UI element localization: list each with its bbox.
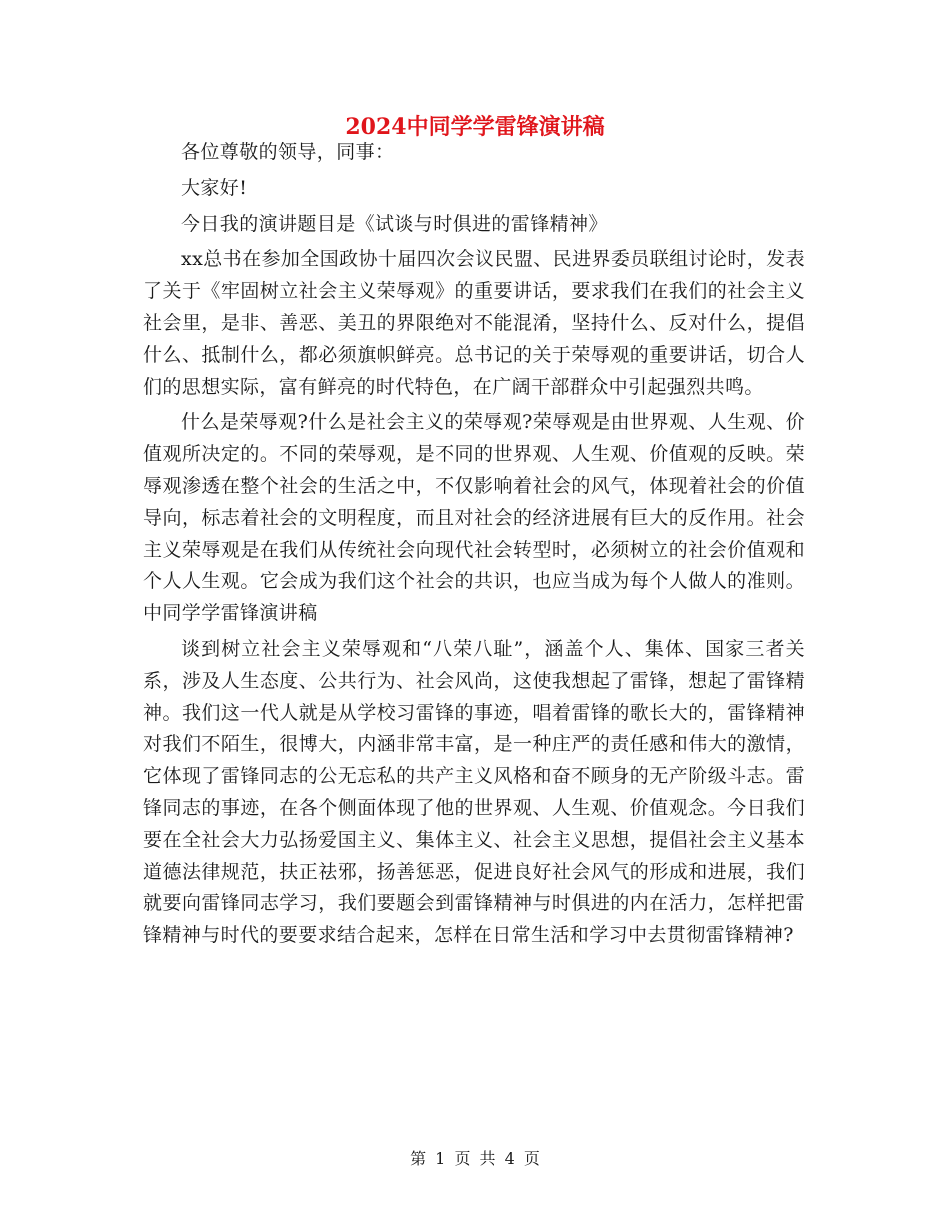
paragraph-honor-concept: 什么是荣辱观?什么是社会主义的荣辱观?荣辱观是由世界观、人生观、价值观所决定的。不同的荣辱观，是不同的世界观、人生观、价值观的反映。荣辱观渗透在整个社会的生活之中，不仅影响着社会的风气，体现着社会的价值导向，标志着社会的文明程度，而且对社会的经济进展有巨大的反作用。社会主义荣辱观是在我们从传统社会向现代社会转型时，必须树立的社会价值观和个人人生观。它会成为我们这个社会的共识，也应当成为每个人做人的准则。中同学学雷锋演讲稿 — [143, 411, 805, 625]
paragraph-salutation: 各位尊敬的领导，同事： — [181, 141, 395, 163]
document-body — [143, 137, 805, 952]
document-title: 2024中同学学雷锋演讲稿 — [345, 114, 605, 140]
paragraph-greeting: 大家好! — [181, 176, 248, 199]
paragraph-speech-intro: xx总书在参加全国政协十届四次会议民盟、民进界委员联组讨论时，发表了关于《牢固树立社会主义荣辱观》的重要讲话，要求我们在我们的社会主义社会里，是非、善恶、美丑的界限绝对不能混淆，坚持什么、反对什么，提倡什么、抵制什么，都必须旗帜鲜亮。总书记的关于荣辱观的重要讲话，切合人们的思想实际，富有鲜亮的时代特色，在广阔干部群众中引起强烈共鸣。 — [143, 248, 805, 398]
paragraph-leifeng-spirit: 谈到树立社会主义荣辱观和“八荣八耻”，涵盖个人、集体、国家三者关系，涉及人生态度、公共行为、社会风尚，这使我想起了雷锋，想起了雷锋精神。我们这一代人就是从学校习雷锋的事迹，唱着雷锋的歌长大的，雷锋精神对我们不陌生，很博大，内涵非常丰富，是一种庄严的责任感和伟大的激情，它体现了雷锋同志的公无忘私的共产主义风格和奋不顾身的无产阶级斗志。雷锋同志的事迹，在各个侧面体现了他的世界观、人生观、价值观念。今日我们要在全社会大力弘扬爱国主义、集体主义、社会主义思想，提倡社会主义基本道德法律规范，扶正祛邪，扬善惩恶，促进良好社会风气的形成和进展，我们就要向雷锋同志学习，我们要题会到雷锋精神与时俱进的内在活力，怎样把雷锋精神与时代的要要求结合起来，怎样在日常生活和学习中去贯彻雷锋精神? — [143, 637, 805, 947]
page-number-footer: 第 1 页 共 4 页 — [410, 1149, 540, 1168]
paragraph-topic: 今日我的演讲题目是《试谈与时俱进的雷锋精神》 — [181, 212, 608, 235]
